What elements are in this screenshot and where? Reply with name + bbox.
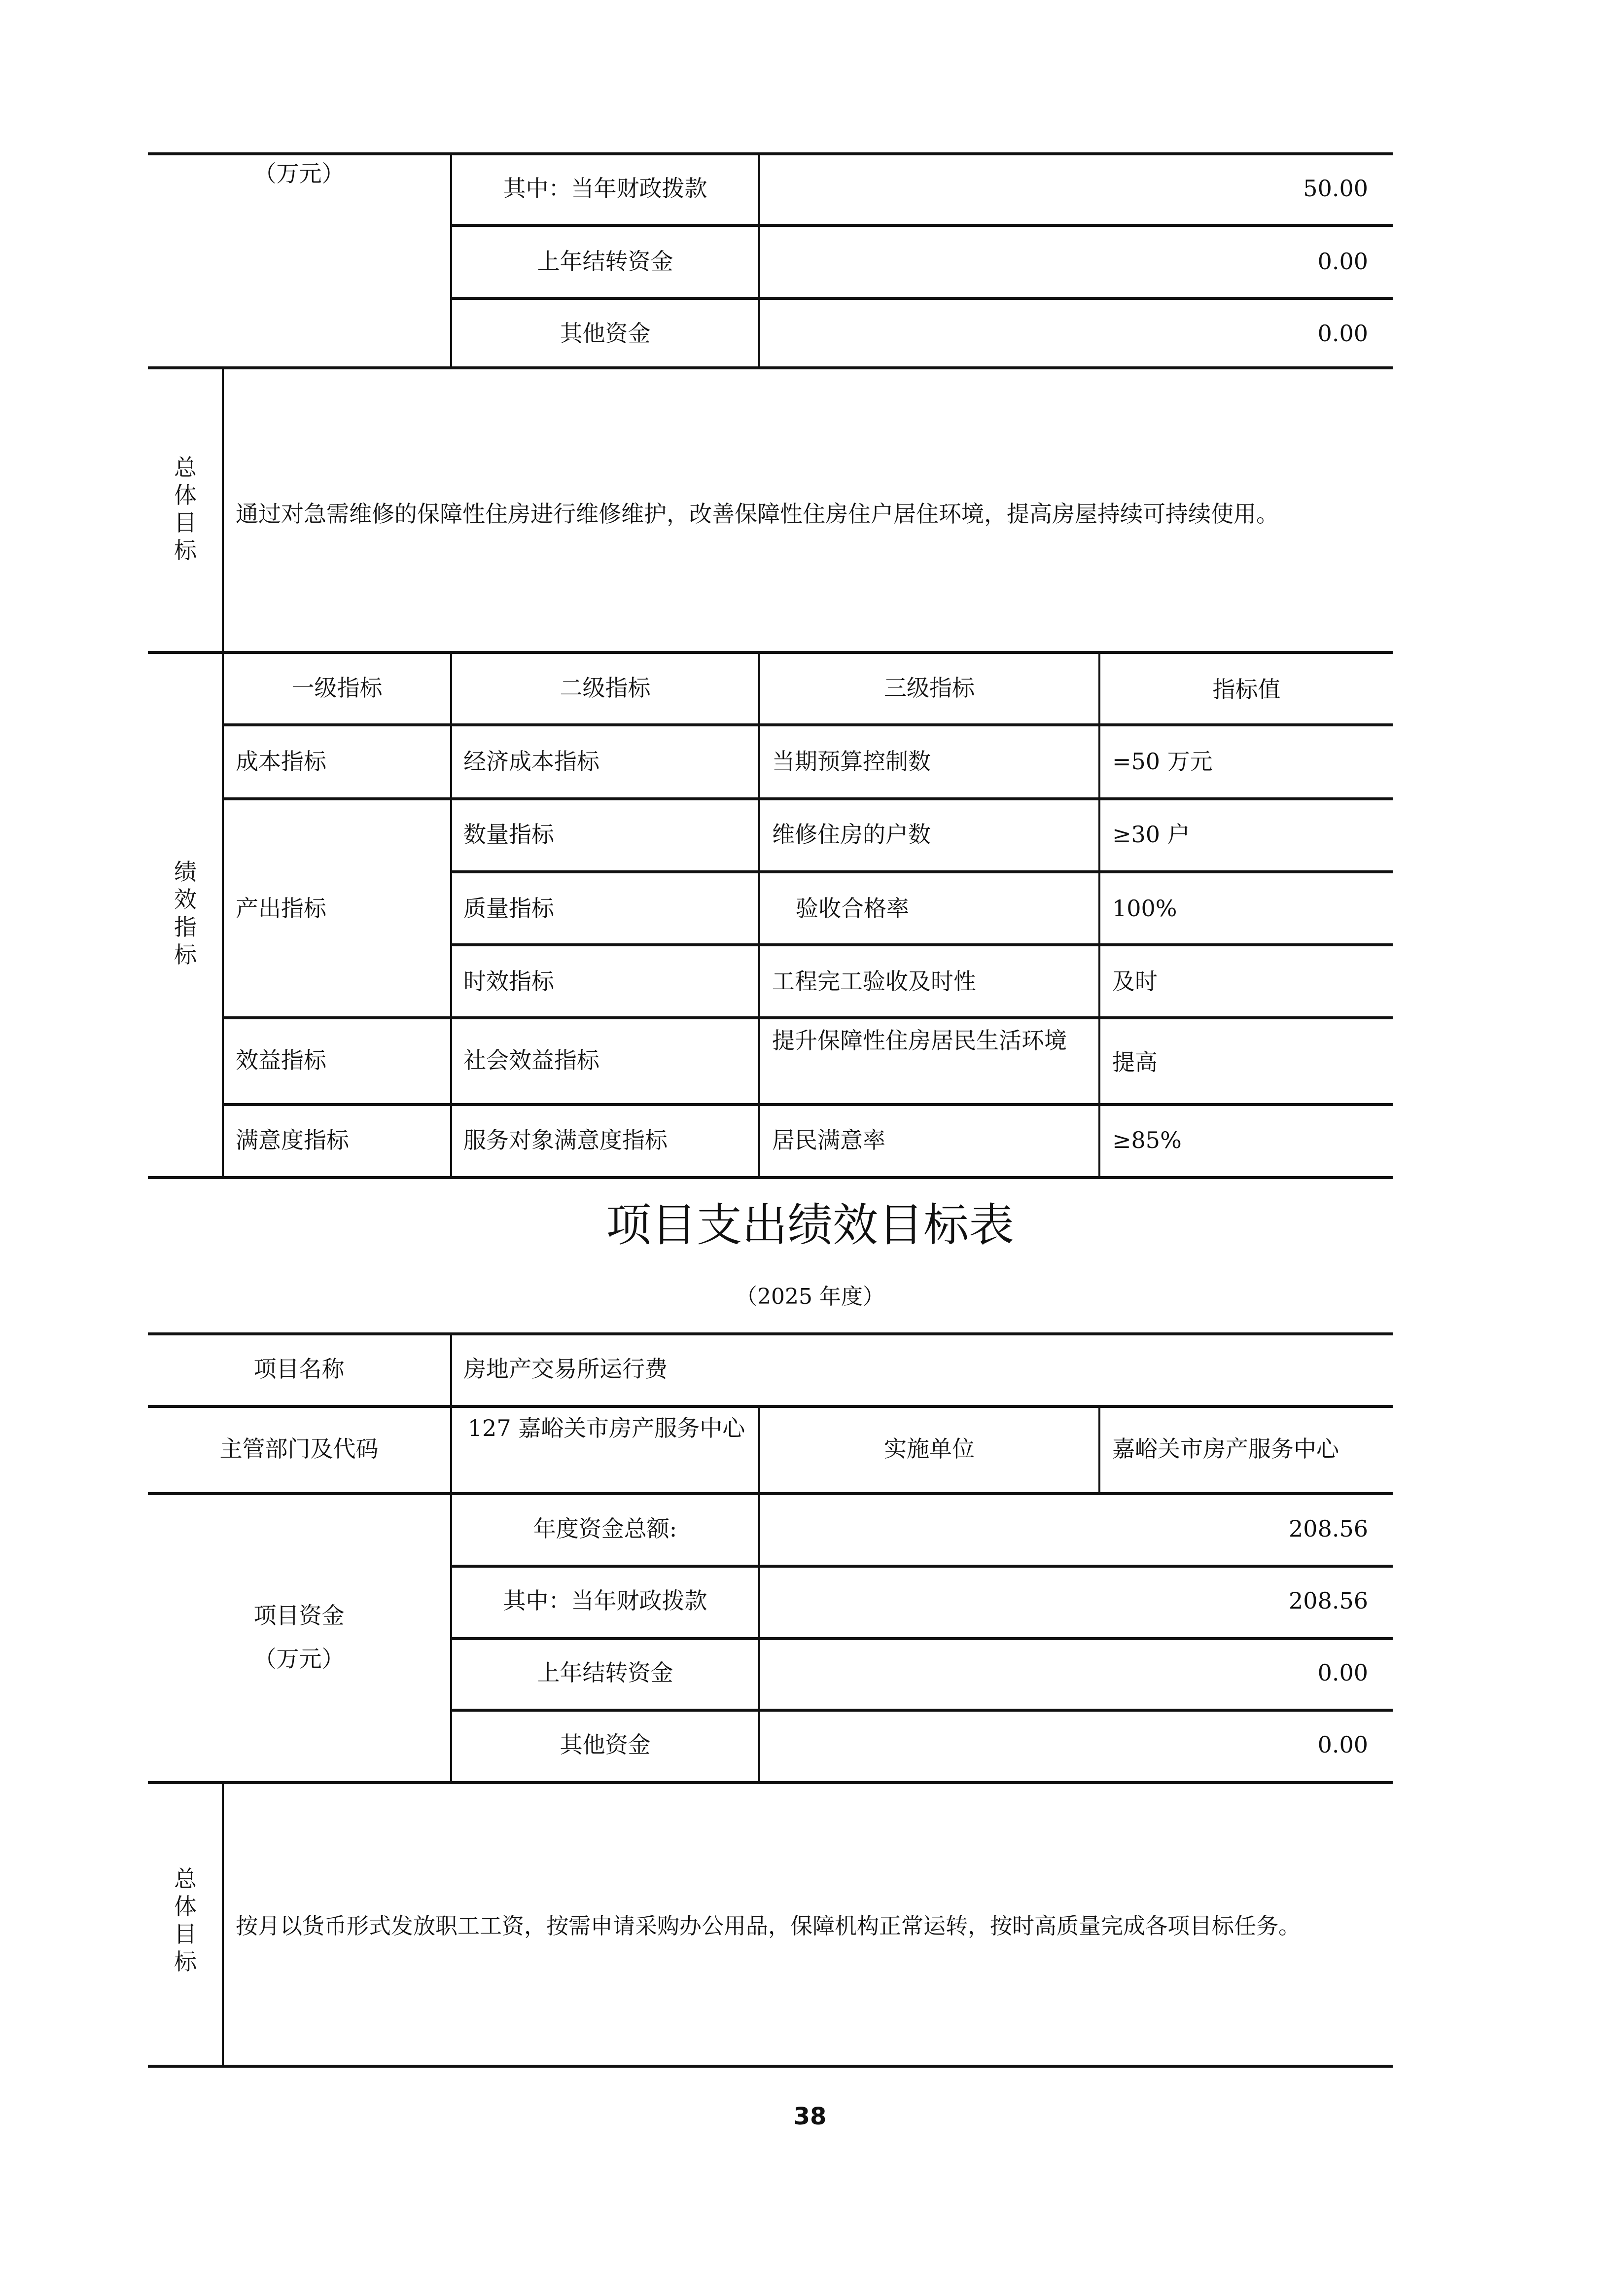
level2-cell: 质量指标 bbox=[463, 895, 554, 922]
funds-row-label: 其中：当年财政拨款 bbox=[503, 175, 707, 202]
goal-text: 按月以货币形式发放职工工资，按需申请采购办公用品，保障机构正常运转，按时高质量完成各项目标任务。 bbox=[236, 1913, 1301, 1939]
table-line bbox=[451, 297, 1393, 300]
table-line bbox=[451, 1709, 1393, 1712]
impl-label: 实施单位 bbox=[884, 1435, 975, 1462]
goal-label: 总体目标 bbox=[174, 454, 197, 564]
table-line bbox=[148, 1492, 1393, 1495]
project-name-label: 项目名称 bbox=[253, 1356, 345, 1382]
funds-unit-label: （万元） bbox=[253, 1646, 345, 1672]
value-cell: 提高 bbox=[1112, 1049, 1158, 1076]
table-line bbox=[148, 651, 1393, 654]
funds-row-value: 208.56 bbox=[1289, 1587, 1368, 1614]
table-line bbox=[451, 224, 1393, 227]
level2-cell: 社会效益指标 bbox=[463, 1047, 599, 1074]
goal-text: 通过对急需维修的保障性住房进行维修维护，改善保障性住房住户居住环境，提高房屋持续可持续使用。 bbox=[236, 501, 1279, 527]
table-line bbox=[451, 943, 1393, 946]
table-line bbox=[1098, 652, 1100, 1178]
value-cell: ≥85% bbox=[1112, 1127, 1182, 1153]
value-cell: 及时 bbox=[1112, 968, 1158, 995]
table-line bbox=[450, 652, 452, 1178]
funds-row-value: 0.00 bbox=[1317, 320, 1368, 347]
dept-label: 主管部门及代码 bbox=[219, 1435, 379, 1462]
indicator-header: 一级指标 bbox=[291, 675, 383, 701]
level3-cell: 居民满意率 bbox=[772, 1127, 885, 1153]
funds-row-label: 年度资金总额: bbox=[533, 1515, 677, 1542]
indicator-header: 二级指标 bbox=[560, 675, 651, 701]
level2-cell: 时效指标 bbox=[463, 968, 554, 995]
table-line bbox=[223, 723, 1393, 726]
indicator-header: 三级指标 bbox=[884, 675, 975, 701]
funds-label: 项目资金 bbox=[253, 1602, 345, 1629]
level1-cell: 满意度指标 bbox=[236, 1127, 349, 1153]
table-line bbox=[451, 870, 1393, 873]
level3-cell: 验收合格率 bbox=[796, 895, 909, 922]
table-line bbox=[148, 1405, 1393, 1408]
funds-row-value: 0.00 bbox=[1317, 1731, 1368, 1758]
table-line bbox=[223, 797, 1393, 800]
level1-cell: 成本指标 bbox=[236, 748, 326, 775]
table-line bbox=[222, 1783, 224, 2066]
dept-value: 127 嘉峪关市房产服务中心 bbox=[467, 1415, 745, 1441]
funds-row-label: 上年结转资金 bbox=[537, 1659, 673, 1686]
table-line bbox=[758, 652, 760, 1178]
funds-row-label: 其他资金 bbox=[560, 320, 651, 347]
table-line bbox=[222, 368, 224, 1178]
table-line bbox=[148, 1176, 1393, 1179]
funds-row-label: 上年结转资金 bbox=[537, 248, 673, 275]
indicator-header: 指标值 bbox=[1212, 676, 1281, 703]
level3-cell: 提升保障性住房居民生活环境 bbox=[772, 1027, 1067, 1054]
funds-row-label: 其中：当年财政拨款 bbox=[503, 1587, 707, 1614]
funds-unit-label: （万元） bbox=[253, 160, 345, 187]
value-cell: 100% bbox=[1112, 895, 1177, 922]
value-cell: ≥30 户 bbox=[1112, 821, 1190, 848]
funds-row-label: 其他资金 bbox=[560, 1731, 651, 1758]
table-line bbox=[148, 2065, 1393, 2068]
table-line bbox=[451, 1637, 1393, 1640]
funds-row-value: 208.56 bbox=[1289, 1515, 1368, 1542]
level2-cell: 服务对象满意度指标 bbox=[463, 1127, 668, 1153]
table-line bbox=[451, 1565, 1393, 1568]
table-line bbox=[450, 1334, 452, 1783]
project-name-value: 房地产交易所运行费 bbox=[463, 1356, 668, 1382]
table-line bbox=[148, 152, 1393, 155]
goal-label: 总体目标 bbox=[174, 1866, 197, 1975]
section-title: 项目支出绩效目标表 bbox=[605, 1199, 1014, 1252]
level3-cell: 工程完工验收及时性 bbox=[772, 968, 976, 995]
table-line bbox=[1098, 1406, 1100, 1494]
level3-cell: 当期预算控制数 bbox=[772, 748, 931, 775]
level3-cell: 维修住房的户数 bbox=[772, 821, 931, 848]
table-line bbox=[148, 366, 1393, 369]
impl-value: 嘉峪关市房产服务中心 bbox=[1112, 1435, 1339, 1462]
value-cell: =50 万元 bbox=[1112, 748, 1213, 775]
level1-cell: 效益指标 bbox=[236, 1047, 326, 1074]
table-line bbox=[148, 1781, 1393, 1784]
table-line bbox=[148, 1332, 1393, 1335]
funds-row-value: 50.00 bbox=[1303, 175, 1368, 202]
page-number: 38 bbox=[793, 2103, 827, 2130]
funds-row-value: 0.00 bbox=[1317, 248, 1368, 275]
level1-cell: 产出指标 bbox=[236, 895, 326, 922]
table-line bbox=[223, 1103, 1393, 1106]
level2-cell: 经济成本指标 bbox=[463, 748, 599, 775]
funds-row-value: 0.00 bbox=[1317, 1659, 1368, 1686]
indicator-section-label: 绩效指标 bbox=[174, 859, 197, 968]
section-year: （2025 年度） bbox=[736, 1284, 884, 1309]
level2-cell: 数量指标 bbox=[463, 821, 554, 848]
